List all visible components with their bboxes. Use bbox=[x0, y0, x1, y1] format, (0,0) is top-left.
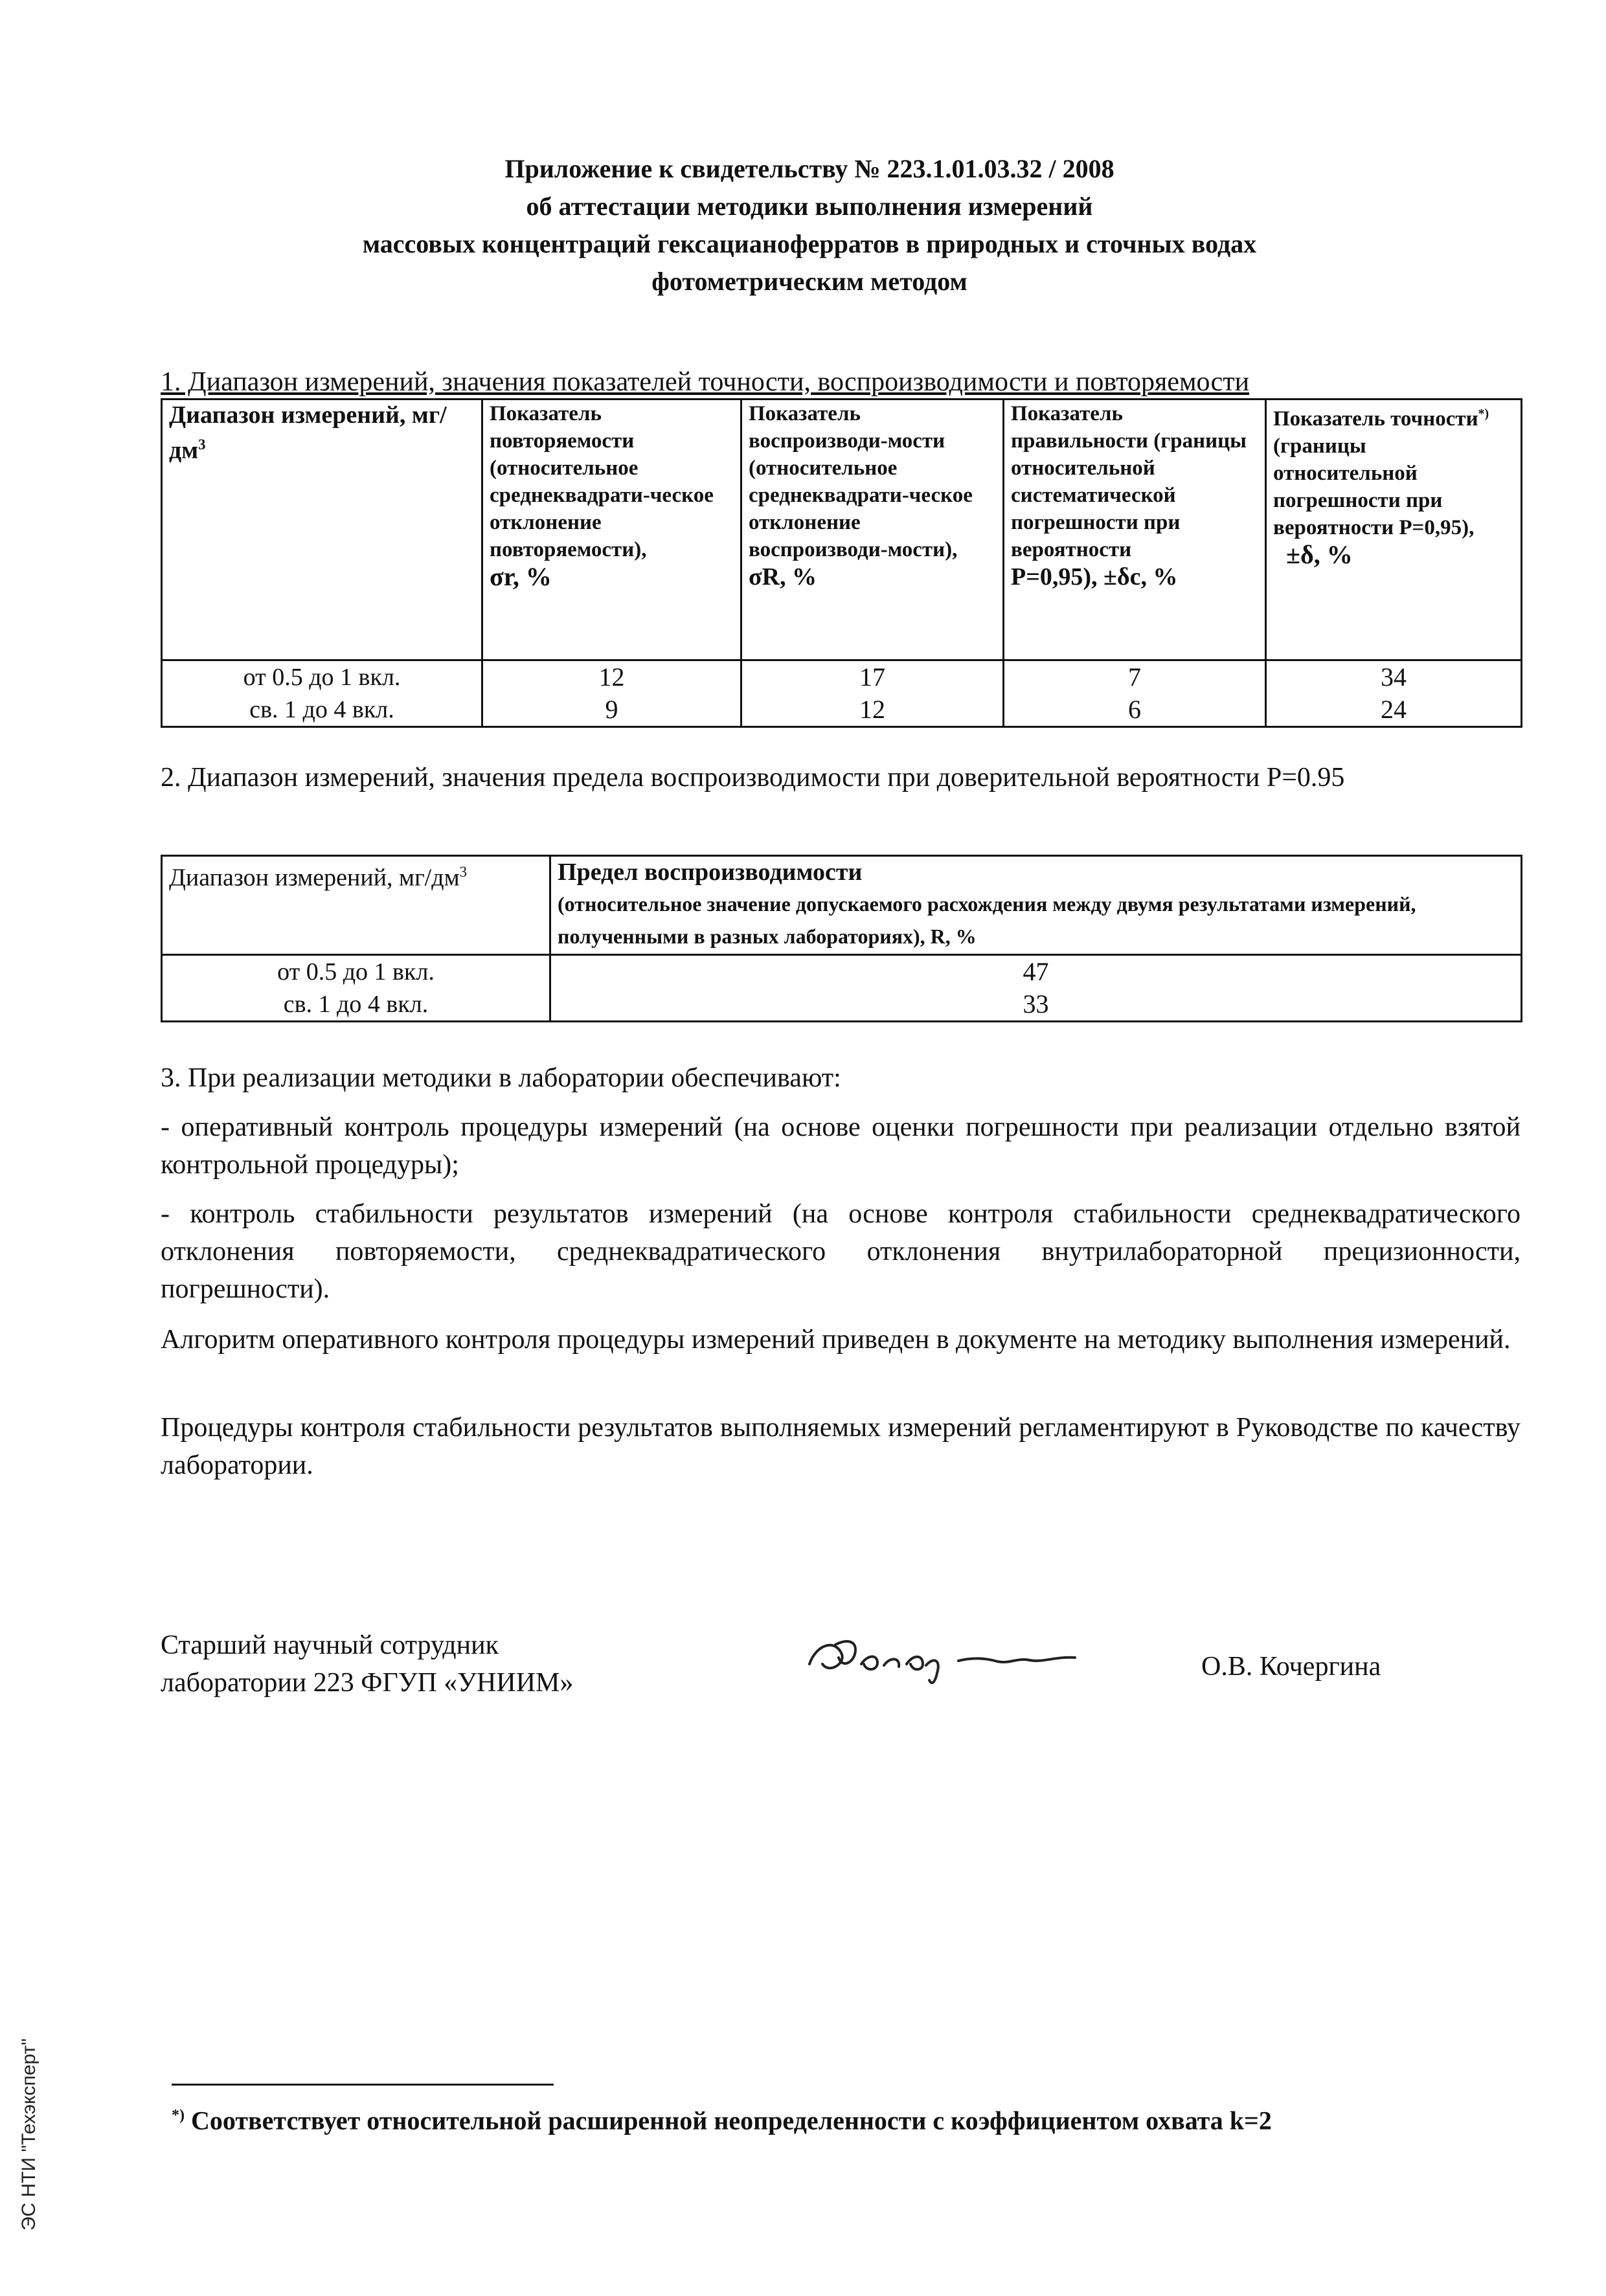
title-line-3: массовых концентраций гексацианоферратов в природных и сточных водах bbox=[362, 229, 1257, 258]
section-3-paragraph-2: Процедуры контроля стабильности результатов выполняемых измерений регламентируют в Руководстве по качеству лаборатории. bbox=[161, 1413, 1521, 1480]
footnote-ref: *) bbox=[1478, 407, 1489, 421]
reproducibility-limit-table bbox=[161, 855, 1522, 1022]
header-trueness: Показатель правильности (границы относительной систематической погрешности при вероятности P=0,95), ±δс, % bbox=[1004, 400, 1266, 660]
signatory-name: О.В. Кочергина bbox=[1201, 1652, 1381, 1682]
table-row: от 0.5 до 1 вкл. 12 17 7 34 bbox=[162, 660, 1522, 694]
limit-table-header bbox=[162, 856, 1522, 955]
footnote bbox=[172, 2099, 1467, 2137]
header-limit: Предел воспроизводимости (относительное значение допускаемого расхождения между двумя результатами измерений, полученными в разных лабораториях), R, % bbox=[550, 856, 1522, 955]
section-1-heading: 1. Диапазон измерений, значения показателей точности, воспроизводимости и повторяемости bbox=[161, 367, 1250, 397]
trueness-symbol: P=0,95), ±δс, % bbox=[1011, 563, 1178, 591]
title-line-2: об аттестации методики выполнения измерений bbox=[526, 192, 1093, 221]
document-title bbox=[194, 150, 1425, 300]
header-range: Диапазон измерений, $мг/дм^3$ bbox=[162, 856, 550, 955]
header-accuracy: Показатель точности*) (границы относительной погрешности при вероятности P=0,95), ±δ, % bbox=[1266, 400, 1522, 660]
header-repeatability: Показатель повторяемости (относительное среднеквадрати-ческое отклонение повторяемости), σr, % bbox=[482, 400, 741, 660]
section-3-paragraph-1: Алгоритм оперативного контроля процедуры измерений приведен в документе на методику выполнения измерений. bbox=[161, 1325, 1511, 1355]
reproducibility-symbol: σR, % bbox=[749, 563, 817, 591]
signatory-position: Старший научный сотрудник лаборатории 223 ФГУП «УНИИМ» bbox=[161, 1630, 574, 1698]
accuracy-symbol: ±δ, % bbox=[1286, 540, 1353, 569]
footnote-divider bbox=[172, 2084, 554, 2086]
section-3-heading: 3. При реализации методики в лаборатории обеспечивают: bbox=[161, 1063, 841, 1093]
accuracy-table bbox=[161, 398, 1522, 728]
repeatability-symbol: σr, % bbox=[490, 562, 552, 591]
side-stamp: ЭС НТИ "Техэксперт" bbox=[18, 2038, 40, 2231]
title-line-4: фотометрическим методом bbox=[651, 267, 967, 296]
table-row: от 0.5 до 1 вкл. 47 bbox=[162, 955, 1522, 989]
title-line-1: Приложение к свидетельству № 223.1.01.03.32 / 2008 bbox=[504, 154, 1114, 183]
section-3-item-1: - оперативный контроль процедуры измерений (на основе оценки погрешности при реализации отдельно взятой контрольной процедуры); bbox=[161, 1112, 1521, 1180]
table-row: св. 1 до 4 вкл. 9 12 6 24 bbox=[162, 693, 1522, 727]
header-reproducibility: Показатель воспроизводи-мости (относительное среднеквадрати-ческое отклонение воспроизводи-мости), σR, % bbox=[741, 400, 1004, 660]
section-2-heading: 2. Диапазон измерений, значения предела воспроизводимости при доверительной вероятности Р=0.95 bbox=[161, 763, 1345, 793]
accuracy-table-header bbox=[162, 400, 1522, 660]
table-row: св. 1 до 4 вкл. 33 bbox=[162, 988, 1522, 1022]
section-3-item-2: - контроль стабильности результатов измерений (на основе контроля стабильности среднеквадратического отклонения повторяемости, среднеквадратического отклонения внутрилабораторной прецизионности, погрешности). bbox=[161, 1199, 1521, 1304]
footnote-mark: *) bbox=[172, 2107, 185, 2124]
header-range: Диапазон измерений, $мг/дм^3$ bbox=[162, 400, 482, 660]
handwritten-signature bbox=[797, 1619, 1107, 1696]
footnote-text: Соответствует относительной расширенной неопределенности с коэффициентом охвата k=2 bbox=[191, 2106, 1272, 2135]
